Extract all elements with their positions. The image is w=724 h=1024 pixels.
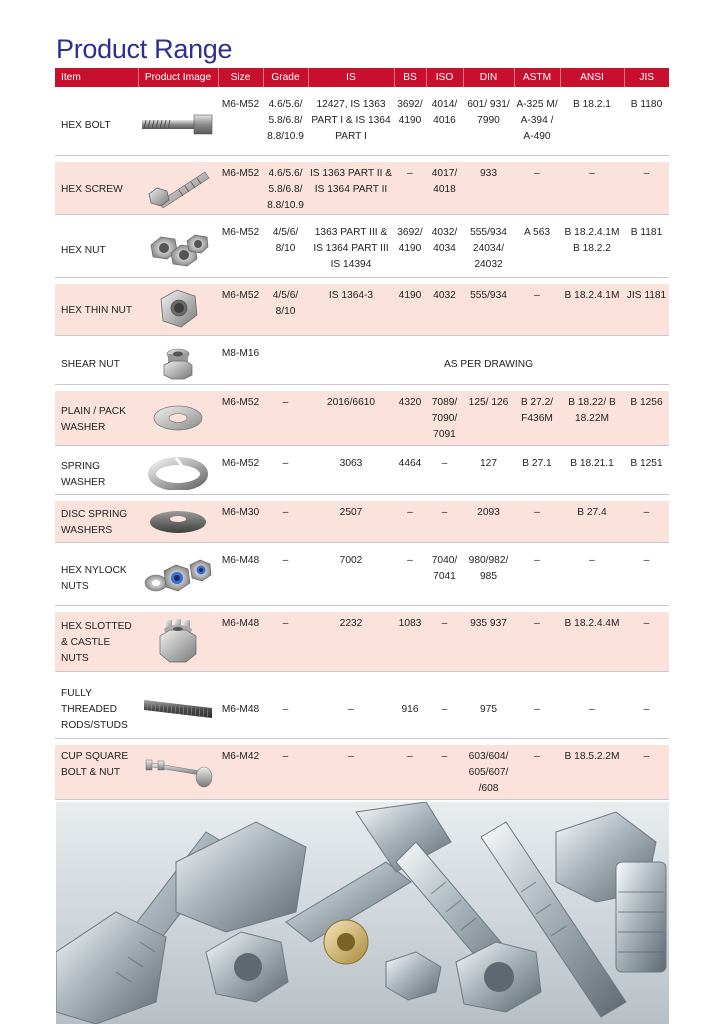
size-cell: M6-M52 xyxy=(218,162,263,215)
jis-cell: B 1256 xyxy=(624,391,669,446)
item-name: DISC SPRING WASHERS xyxy=(55,501,138,543)
is-cell: IS 1364-3 xyxy=(308,284,394,336)
ansi-cell: B 18.22/ B 18.22M xyxy=(560,391,624,446)
item-name: SPRING WASHER xyxy=(55,452,138,494)
merged-spec-cell: AS PER DRAWING xyxy=(308,342,669,384)
nylock-nut-icon xyxy=(138,549,218,605)
din-cell: 935 937 xyxy=(463,612,514,672)
grade-cell xyxy=(263,342,308,384)
column-header: JIS xyxy=(624,68,669,87)
bs-cell: – xyxy=(394,745,426,800)
item-name: HEX SLOTTED & CASTLE NUTS xyxy=(55,612,138,672)
bs-cell: – xyxy=(394,162,426,215)
grade-cell: 4/5/6/ 8/10 xyxy=(263,284,308,336)
is-cell: 7002 xyxy=(308,549,394,605)
table-row xyxy=(55,342,669,384)
bs-cell: 916 xyxy=(394,678,426,738)
item-name: FULLY THREADED RODS/STUDS xyxy=(55,678,138,738)
din-cell: 555/934 xyxy=(463,284,514,336)
is-cell: 2507 xyxy=(308,501,394,543)
size-cell: M6-M52 xyxy=(218,391,263,446)
spring-washer-icon xyxy=(138,452,218,494)
iso-cell: 4014/ 4016 xyxy=(426,93,463,155)
astm-cell: A-325 M/ A-394 / A-490 xyxy=(514,93,560,155)
grade-cell: 4.6/5.6/ 5.8/6.8/ 8.8/10.9 xyxy=(263,162,308,215)
astm-cell: A 563 xyxy=(514,221,560,277)
ansi-cell: B 18.5.2.2M xyxy=(560,745,624,800)
size-cell: M6-M30 xyxy=(218,501,263,543)
item-name: CUP SQUARE BOLT & NUT xyxy=(55,745,138,800)
ansi-cell: – xyxy=(560,549,624,605)
hex-screw-icon xyxy=(138,162,218,215)
astm-cell: – xyxy=(514,612,560,672)
din-cell: 980/982/ 985 xyxy=(463,549,514,605)
is-cell: – xyxy=(308,678,394,738)
table-row xyxy=(55,93,669,155)
ansi-cell: B 18.21.1 xyxy=(560,452,624,494)
hex-bolt-icon xyxy=(138,93,218,155)
shear-nut-icon xyxy=(138,342,218,384)
size-cell: M6-M52 xyxy=(218,221,263,277)
table-row xyxy=(55,452,669,494)
ansi-cell: – xyxy=(560,162,624,215)
bs-cell: 3692/ 4190 xyxy=(394,221,426,277)
size-cell: M6-M48 xyxy=(218,549,263,605)
item-name: HEX NYLOCK NUTS xyxy=(55,549,138,605)
size-cell: M6-M52 xyxy=(218,93,263,155)
size-cell: M6-M52 xyxy=(218,452,263,494)
column-header: ISO xyxy=(426,68,463,87)
bs-cell: – xyxy=(394,549,426,605)
plain-washer-icon xyxy=(138,391,218,446)
jis-cell: JIS 1181 xyxy=(624,284,669,336)
grade-cell: – xyxy=(263,612,308,672)
astm-cell: – xyxy=(514,745,560,800)
table-row xyxy=(55,284,669,336)
ansi-cell: B 18.2.4.4M xyxy=(560,612,624,672)
item-name: HEX SCREW xyxy=(55,162,138,215)
jis-cell: – xyxy=(624,162,669,215)
jis-cell: – xyxy=(624,612,669,672)
din-cell: 975 xyxy=(463,678,514,738)
jis-cell: – xyxy=(624,745,669,800)
iso-cell: – xyxy=(426,612,463,672)
column-header: Size xyxy=(218,68,263,87)
table-row xyxy=(55,549,669,605)
jis-cell: B 1180 xyxy=(624,93,669,155)
grade-cell: – xyxy=(263,549,308,605)
size-cell: M6-M42 xyxy=(218,745,263,800)
iso-cell: – xyxy=(426,501,463,543)
column-header: Product Image xyxy=(138,68,218,87)
jis-cell: B 1181 xyxy=(624,221,669,277)
column-header: ASTM xyxy=(514,68,560,87)
astm-cell: B 27.1 xyxy=(514,452,560,494)
page-title: Product Range xyxy=(56,34,233,64)
table-row xyxy=(55,678,669,738)
item-name: SHEAR NUT xyxy=(55,342,138,384)
grade-cell: – xyxy=(263,452,308,494)
jis-cell: B 1251 xyxy=(624,452,669,494)
din-cell: 603/604/ 605/607/ /608 xyxy=(463,745,514,800)
grade-cell: – xyxy=(263,745,308,800)
din-cell: 601/ 931/ 7990 xyxy=(463,93,514,155)
is-cell: 2016/6610 xyxy=(308,391,394,446)
grade-cell: 4/5/6/ 8/10 xyxy=(263,221,308,277)
size-cell: M6-M52 xyxy=(218,284,263,336)
item-name: HEX THIN NUT xyxy=(55,284,138,336)
item-name: HEX BOLT xyxy=(55,93,138,155)
iso-cell: 4017/ 4018 xyxy=(426,162,463,215)
jis-cell: – xyxy=(624,549,669,605)
table-header-row xyxy=(55,68,669,87)
threaded-rod-icon xyxy=(138,678,218,738)
bs-cell: 4190 xyxy=(394,284,426,336)
grade-cell: – xyxy=(263,391,308,446)
ansi-cell: – xyxy=(560,678,624,738)
castle-nut-icon xyxy=(138,612,218,672)
size-cell: M8-M16 xyxy=(218,342,263,384)
astm-cell: – xyxy=(514,549,560,605)
table-row xyxy=(55,221,669,277)
column-header: Grade xyxy=(263,68,308,87)
ansi-cell: B 27.4 xyxy=(560,501,624,543)
table-row xyxy=(55,391,669,446)
is-cell: 3063 xyxy=(308,452,394,494)
bs-cell: 4464 xyxy=(394,452,426,494)
fasteners-photo xyxy=(56,802,669,1024)
is-cell: – xyxy=(308,745,394,800)
column-header: ANSI xyxy=(560,68,624,87)
bs-cell: 1083 xyxy=(394,612,426,672)
iso-cell: 4032/ 4034 xyxy=(426,221,463,277)
table-row xyxy=(55,745,669,800)
din-cell: 2093 xyxy=(463,501,514,543)
is-cell: 2232 xyxy=(308,612,394,672)
ansi-cell: B 18.2.4.1M B 18.2.2 xyxy=(560,221,624,277)
column-header: DIN xyxy=(463,68,514,87)
din-cell: 555/934 24034/ 24032 xyxy=(463,221,514,277)
product-range-table xyxy=(55,68,669,800)
grade-cell: – xyxy=(263,501,308,543)
iso-cell: 7089/ 7090/ 7091 xyxy=(426,391,463,446)
din-cell: 933 xyxy=(463,162,514,215)
bs-cell: 3692/ 4190 xyxy=(394,93,426,155)
astm-cell: B 27.2/ F436M xyxy=(514,391,560,446)
iso-cell: – xyxy=(426,452,463,494)
is-cell: 12427, IS 1363 PART I & IS 1364 PART I xyxy=(308,93,394,155)
astm-cell: – xyxy=(514,678,560,738)
ansi-cell: B 18.2.1 xyxy=(560,93,624,155)
bs-cell: 4320 xyxy=(394,391,426,446)
disc-spring-washer-icon xyxy=(138,501,218,543)
grade-cell: 4.6/5.6/ 5.8/6.8/ 8.8/10.9 xyxy=(263,93,308,155)
column-header: Item xyxy=(55,68,138,87)
iso-cell: – xyxy=(426,745,463,800)
din-cell: 127 xyxy=(463,452,514,494)
item-name: PLAIN / PACK WASHER xyxy=(55,391,138,446)
column-header: BS xyxy=(394,68,426,87)
astm-cell: – xyxy=(514,162,560,215)
iso-cell: 7040/ 7041 xyxy=(426,549,463,605)
size-cell: M6-M48 xyxy=(218,612,263,672)
table-row xyxy=(55,612,669,672)
iso-cell: 4032 xyxy=(426,284,463,336)
bs-cell: – xyxy=(394,501,426,543)
astm-cell: – xyxy=(514,501,560,543)
hex-nut-icon xyxy=(138,221,218,277)
item-name: HEX NUT xyxy=(55,221,138,277)
table-row xyxy=(55,162,669,215)
is-cell: IS 1363 PART II & IS 1364 PART II xyxy=(308,162,394,215)
grade-cell: – xyxy=(263,678,308,738)
size-cell: M6-M48 xyxy=(218,678,263,738)
table-row xyxy=(55,501,669,543)
din-cell: 125/ 126 xyxy=(463,391,514,446)
column-header: IS xyxy=(308,68,394,87)
hex-thin-nut-icon xyxy=(138,284,218,336)
is-cell: 1363 PART III & IS 1364 PART III IS 14394 xyxy=(308,221,394,277)
astm-cell: – xyxy=(514,284,560,336)
cup-square-bolt-icon xyxy=(138,745,218,800)
jis-cell: – xyxy=(624,501,669,543)
jis-cell: – xyxy=(624,678,669,738)
ansi-cell: B 18.2.4.1M xyxy=(560,284,624,336)
iso-cell: – xyxy=(426,678,463,738)
